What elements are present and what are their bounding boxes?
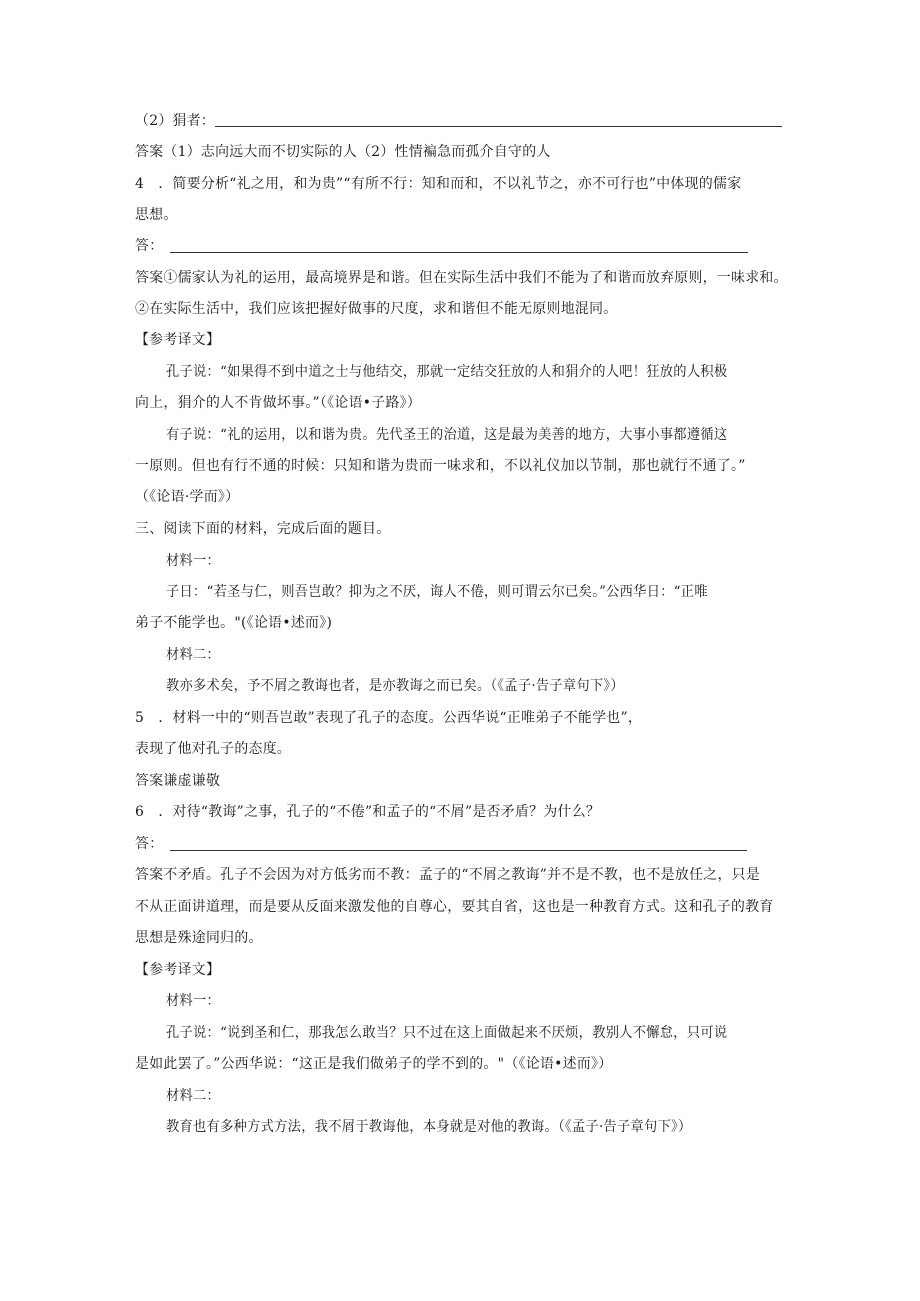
question-4-line: 思想。 (135, 207, 178, 223)
material-line: 弟子不能学也。"(《论语•述而》) (135, 615, 333, 631)
translation-line: 孔子说：“如果得不到中道之士与他结交，那就一定结交狂放的人和狷介的人吧！狂放的人积极 (166, 364, 728, 380)
question-6-line: 6 ．对待“教诲”之事，孔子的“不倦”和孟子的“不屑”是否矛盾？为什么？ (135, 804, 601, 820)
answer-line: 答案①儒家认为礼的运用，最高境界是和谐。但在实际生活中我们不能为了和谐而放弃原则，一味求和。 (135, 270, 788, 286)
answer-line: 答案不矛盾。孔子不会因为对方低劣而不教：孟子的“不屑之教诲”并不是不教，也不是放任之，只是 (135, 867, 761, 883)
translation-line: 有子说：“礼的运用，以和谐为贵。先代圣王的治道，这是最为美善的地方，大事小事都遵循这 (166, 427, 728, 443)
answer-label: 答： (135, 836, 164, 852)
material-label: 材料一： (166, 553, 221, 569)
question-2-jian-label: （2）狷者： (135, 113, 216, 129)
translation-line: 一原则。但也有行不通的时候：只知和谐为贵而一味求和，不以礼仪加以节制，那也就行不通了。” (135, 458, 746, 474)
translation-line: 教育也有多种方式方法，我不屑于教诲他，本身就是对他的教诲。（《孟子·告子章句下》） (166, 1119, 692, 1135)
material-label: 材料二： (166, 647, 221, 663)
question-5-line: 表现了他对孔子的态度。 (135, 741, 292, 757)
material-label: 材料一： (166, 993, 221, 1009)
answer-blank-line (170, 850, 747, 851)
translation-line: （《论语·学而》） (135, 489, 240, 505)
reference-translation-heading: 【参考译文】 (135, 962, 221, 978)
material-line: 教亦多术矣，予不屑之教诲也者，是亦教诲之而已矣。（《孟子·告子章句下》） (166, 678, 624, 694)
answer-blank-line (215, 126, 782, 127)
answer-label: 答： (135, 238, 164, 254)
translation-line: 孔子说：“说到圣和仁，那我怎么敢当？只不过在这上面做起来不厌烦，教别人不懈怠，只可说 (166, 1025, 728, 1041)
question-4-line: 4 ．简要分析“礼之用，和为贵”“有所不行：知和而和，不以礼节之，亦不可行也”中体现的儒家 (135, 176, 742, 192)
material-line: 子日：“若圣与仁，则吾岂敢？抑为之不厌，诲人不倦，则可谓云尔已矣。”公西华日：“正唯 (166, 584, 708, 600)
answer-line: 答案谦虚谦敬 (135, 773, 221, 789)
answer-line: 思想是殊途同归的。 (135, 930, 263, 946)
section-heading: 三、阅读下面的材料，完成后面的题目。 (135, 521, 391, 537)
material-label: 材料二： (166, 1088, 221, 1104)
question-5-line: 5 ．材料一中的“则吾岂敢”表现了孔子的态度。公西华说“正唯弟子不能学也”， (135, 710, 643, 726)
answer-blank-line (170, 252, 748, 253)
translation-line: 是如此罢了。”公西华说：“这正是我们做弟子的学不到的。"（《论语•述而》） (135, 1056, 613, 1072)
reference-translation-heading: 【参考译文】 (135, 332, 221, 348)
answer-line: ②在实际生活中，我们应该把握好做事的尺度，求和谐但不能无原则地混同。 (135, 301, 618, 317)
answer-line: 不从正面讲道理，而是要从反面来激发他的自尊心，要其自省，这也是一种教育方式。这和孔子的教育 (135, 899, 774, 915)
answer-line: 答案（1）志向远大而不切实际的人（2）性情褊急而孤介自守的人 (135, 144, 551, 160)
translation-line: 向上，狷介的人不肯做坏事。”（《论语•子路》） (135, 395, 422, 411)
